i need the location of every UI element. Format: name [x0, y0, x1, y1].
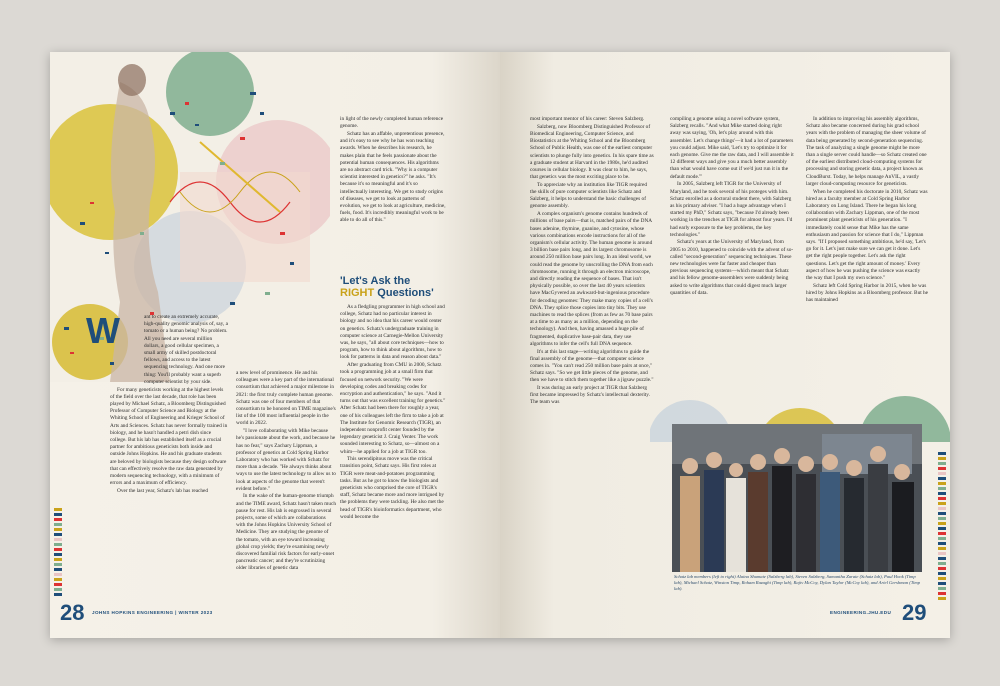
right-column-3: [806, 116, 928, 305]
right-column-1: [530, 116, 654, 407]
left-column-1: [110, 314, 228, 496]
paragraph: Salzberg, now Bloomberg Distinguished Professor of Biomedical Engineering, Computer Science, and Biostatistics at the Whiting School and the Bloomberg School of Public Health, was one of the earliest computer scientists to plunge fully into genetics. In his spare time as a graduate student at Harvard in the 1980s, he'd audited courses in cellular biology. It was clear to him, he says, that genetics was the most exciting place to be.: [530, 123, 654, 181]
left-page: [50, 52, 500, 638]
paragraph: "I love collaborating with Mike because he's passionate about the work, and because he has no fear," says Zachary Lippman, a professor of genetics at Cold Spring Harbor Laboratory who has worked with Schatz for more than a decade. "He always thinks about ways to use the latest technology to allow us to look at aspects of the genome that weren't evident before.": [236, 428, 336, 492]
paragraph: In the wake of the human-genome triumph and the TIME award, Schatz hasn't taken much pause for rest. His lab is engrossed in several projects, some of which are collaborations with the Johns Hopkins University School of Medicine. They are studying the genome of the tomato, with an eye toward increasing global crop yields; they're examining newly discovered familial risk factors for early-onset pancreatic cancer; and they're scrutinizing older libraries of genetic data: [236, 493, 336, 572]
paragraph: After graduating from CMU in 2000, Schatz took a programming job at a small firm that focused on network security. "We were developing codes and breaking codes for encryption and authentication," he says. "And it turns out that was excellent training for genetics." After Schatz had been there for roughly a year, one of his colleagues left the firm to take a job at The Institute for Genomic Research (TIGR), an independent nonprofit center founded by the legendary geneticist J. Craig Venter. The work sounded interesting to Schatz, so—almost on a whim—he applied for a job at TIGR too.: [340, 362, 446, 455]
paragraph: It was during an early project at TIGR that Salzberg first became impressed by Schatz's intellectual dexterity. The team was: [530, 385, 650, 406]
footer-label: JOHNS HOPKINS ENGINEERING | WINTER 2023: [92, 610, 213, 615]
paragraph: To appreciate why an institution like TIGR required the skills of pure computer scientists like Schatz and Salzberg, it helps to understand the basic challenges of genome assembly.: [530, 181, 648, 210]
paragraph: in light of the newly completed human reference genome.: [340, 116, 444, 130]
right-page: [500, 52, 950, 638]
paragraph: Over the last year, Schatz's lab has reached: [117, 487, 209, 494]
heading-line-2: Questions': [374, 287, 434, 299]
magazine-spread: [50, 52, 950, 638]
left-column-3-bottom: [340, 304, 446, 522]
paragraph: In addition to improving his assembly algorithms, Schatz also became concerned during his grad school years with the problem of managing the sheer volume of data being generated by second-generation sequencing. The task of analyzing a single genome might be more than a single server could handle—so Schatz created one of the earliest distributed cloud-computing systems for processing and storing genetic data, a project known as CloudBurst. Today, he helps manage AnVIL, a vastly larger cloud-computing resource for geneticists.: [806, 116, 927, 187]
left-column-3-top: [340, 116, 446, 225]
color-stripe-decoration: [938, 452, 946, 602]
lab-group-photo: [672, 424, 922, 572]
heading-accent: RIGHT: [340, 287, 375, 299]
drop-cap: W: [86, 310, 120, 351]
paragraph: ant to create an extremely accurate, high-quality genomic analysis of, say, a tomato or a human being? No problem. All you need are several million dollars, a good cellular specimen, a small army of skilled postdoctoral fellows, and access to the latest sequencing technology. And one more thing: You'll probably want a superb computer scientist by your side.: [144, 314, 228, 385]
color-stripe-decoration: [54, 508, 62, 598]
paragraph: Schatz's years at the University of Maryland, from 2005 to 2010, happened to coincide with the advent of so-called "second-generation" sequencing techniques. These new technologies were far faster and cheaper than previous sequencing systems—which meant that Schatz and his fellow genome-assemblers were suddenly being asked to write algorithms that could digest much larger quantities of data.: [670, 239, 794, 296]
section-heading: [340, 275, 434, 299]
paragraph: When he completed his doctorate in 2010, Schatz was hired as a faculty member at Cold Spring Harbor Laboratory on Long Island. There he began his long collaboration with Zachary Lippman, one of the most prominent plant geneticists of his generation. "I immediately could sense that Mike has the same enthusiasm and passion for science that I do," Lippman says. "If I proposed something ambitious, he'd say, 'Let's go for it. Let's just make sure we can get it done. Let's get the right people together. Let's ask the right questions. Let's get the right amount of money.' Every aspect of how he was pushing the science was exactly the way that I push my own science.": [806, 188, 928, 281]
paragraph: It's at this last stage—writing algorithms to guide the final assembly of the genome—that computer science comes in. "You can't read 250 million base pairs at once," Schatz says. "So we get little pieces of the genome, and then we have to stitch them together like a jigsaw puzzle.": [530, 348, 654, 384]
paragraph: a new level of prominence. He and his colleagues were a key part of the international consortium that achieved a major milestone in 2021: the first truly complete human genome. Schatz was one of four members of that consortium to be honored on TIME magazine's list of the 100 most influential people in the world in 2022.: [236, 370, 336, 427]
right-column-2: [670, 116, 794, 298]
paragraph: Schatz left Cold Spring Harbor in 2015, when he was hired by Johns Hopkins as a Bloomberg professor. But he has maintained: [806, 282, 929, 304]
heading-line-1: 'Let's Ask the: [340, 275, 411, 287]
paragraph: compiling a genome using a novel software system, Salzberg recalls. "And what Mike started doing right away was saying, 'Oh, let's play around with this assembler. Let's change things'—it had a lot of parameters you could adjust. Mike said, 'Let's try to optimize it for each genome. Give me the raw data, and I will assemble it 12 different ways and give you a much better assembly than what would have come out if we'd just run it in the default mode.'": [670, 116, 794, 180]
page-number: 29: [902, 600, 927, 625]
paragraph: most important mentor of his career: Steven Salzberg.: [530, 116, 645, 122]
footer-url: ENGINEERING.JHU.EDU: [830, 610, 892, 615]
paragraph: For many geneticists working at the highest levels of the field over the last decade, that role has been played by Michael Schatz, a Bloomberg Distinguished Professor of Computer Science and Biology at the Whiting School of Engineering and Krieger School of Arts and Sciences. Schatz has never formally trained in biology, and he hasn't handled a petri dish since college. But his lab has established itself as a crucial partner for ambitious geneticists both inside and outside Johns Hopkins. He and his graduate students are beloved by biologists because they design software that can effectively resolve the raw data generated by modern sequencing technology, with a minimum of errors and a maximum of efficiency.: [110, 386, 228, 487]
paragraph: Schatz has an affable, unpretentious presence, and it's easy to see why he has won teaching awards. When he describes his research, he makes plain that he feels passionate about the potential human consequences. His algorithms are no abstract card trick. "Why is a computer scientist interested in genetics?" he asks. "It's because it's so meaningful and it's so intellectually interesting. We get to study origins of diseases, we get to look at patterns of evolution, we get to look at agriculture, medicine, fuels, food. It's incredibly meaningful work to be able to do all of this.": [340, 130, 446, 224]
paragraph: In 2005, Salzberg left TIGR for the University of Maryland, and he took several of his proteges with him. Schatz enrolled as a doctoral student there, with Salzberg as his primary adviser. "I had a huge advantage when I started my PhD," Schatz says, "because I'd already been working in the trenches at TIGR for almost four years. I'd had early exposure to the key problems, the key technologies.": [670, 181, 793, 238]
page-number: 28: [60, 600, 85, 625]
paragraph: A complex organism's genome contains hundreds of millions of base pairs—that is, matched pairs of the DNA bases adenine, thymine, guanine, and cytosine, whose various combinations encode instructions for all of the organism's cellular activity. The human genome is around 3 billion base pairs long, and its largest chromosome is around 250 million base pairs long. In an ideal world, we could read the genome by unscrolling the DNA from each chromosome, running it through an electron microscope, and directly reading the sequence of bases. That isn't physically possible, so over the last 40 years scientists have MacGyvered an awkward-but-ingenious procedure for decoding genomes: They make many copies of a cell's DNA. They splice those copies into tiny bits. They use machines to read the splices (from as few as 70 base pairs at a time to as many as a million, depending on the technology). And then, having amassed a huge pile of fragmented, duplicative base-pair data, they use algorithms to infer the cell's full DNA sequence.: [530, 211, 653, 347]
left-column-2: [236, 370, 336, 573]
paragraph: As a fledgling programmer in high school and college, Schatz had no particular interest in biology and no idea that his career would center on genetics. Schatz's undergraduate training in computer science at Carnegie-Mellon University was, he says, "all about core techniques—how to program, how to think about algorithms, how to look for patterns in data and reason about data.": [340, 304, 445, 361]
photo-caption: Schatz lab members (left to right) Alaina Shumate (Salzberg lab), Steven Salzberg, Samantha Zarate (Schatz lab), Paul Hook (Timp lab), Michael Schatz, Winston Timp, Roham Razaghi (Timp lab), Rajiv McCoy, Dylan Taylor (McCoy lab), and Ariel Gershman (Timp lab).: [674, 574, 921, 591]
paragraph: This serendipitous move was the critical transition point, Schatz says. His first roles at TIGR were meat-and-potatoes programming tasks. But as he got to know the biologists and geneticists who comprised the core of TIGR's staff, Schatz became more and more intrigued by the problems they were tackling. He also met the head of TIGR's bioinformatics department, who would become the: [340, 456, 445, 520]
